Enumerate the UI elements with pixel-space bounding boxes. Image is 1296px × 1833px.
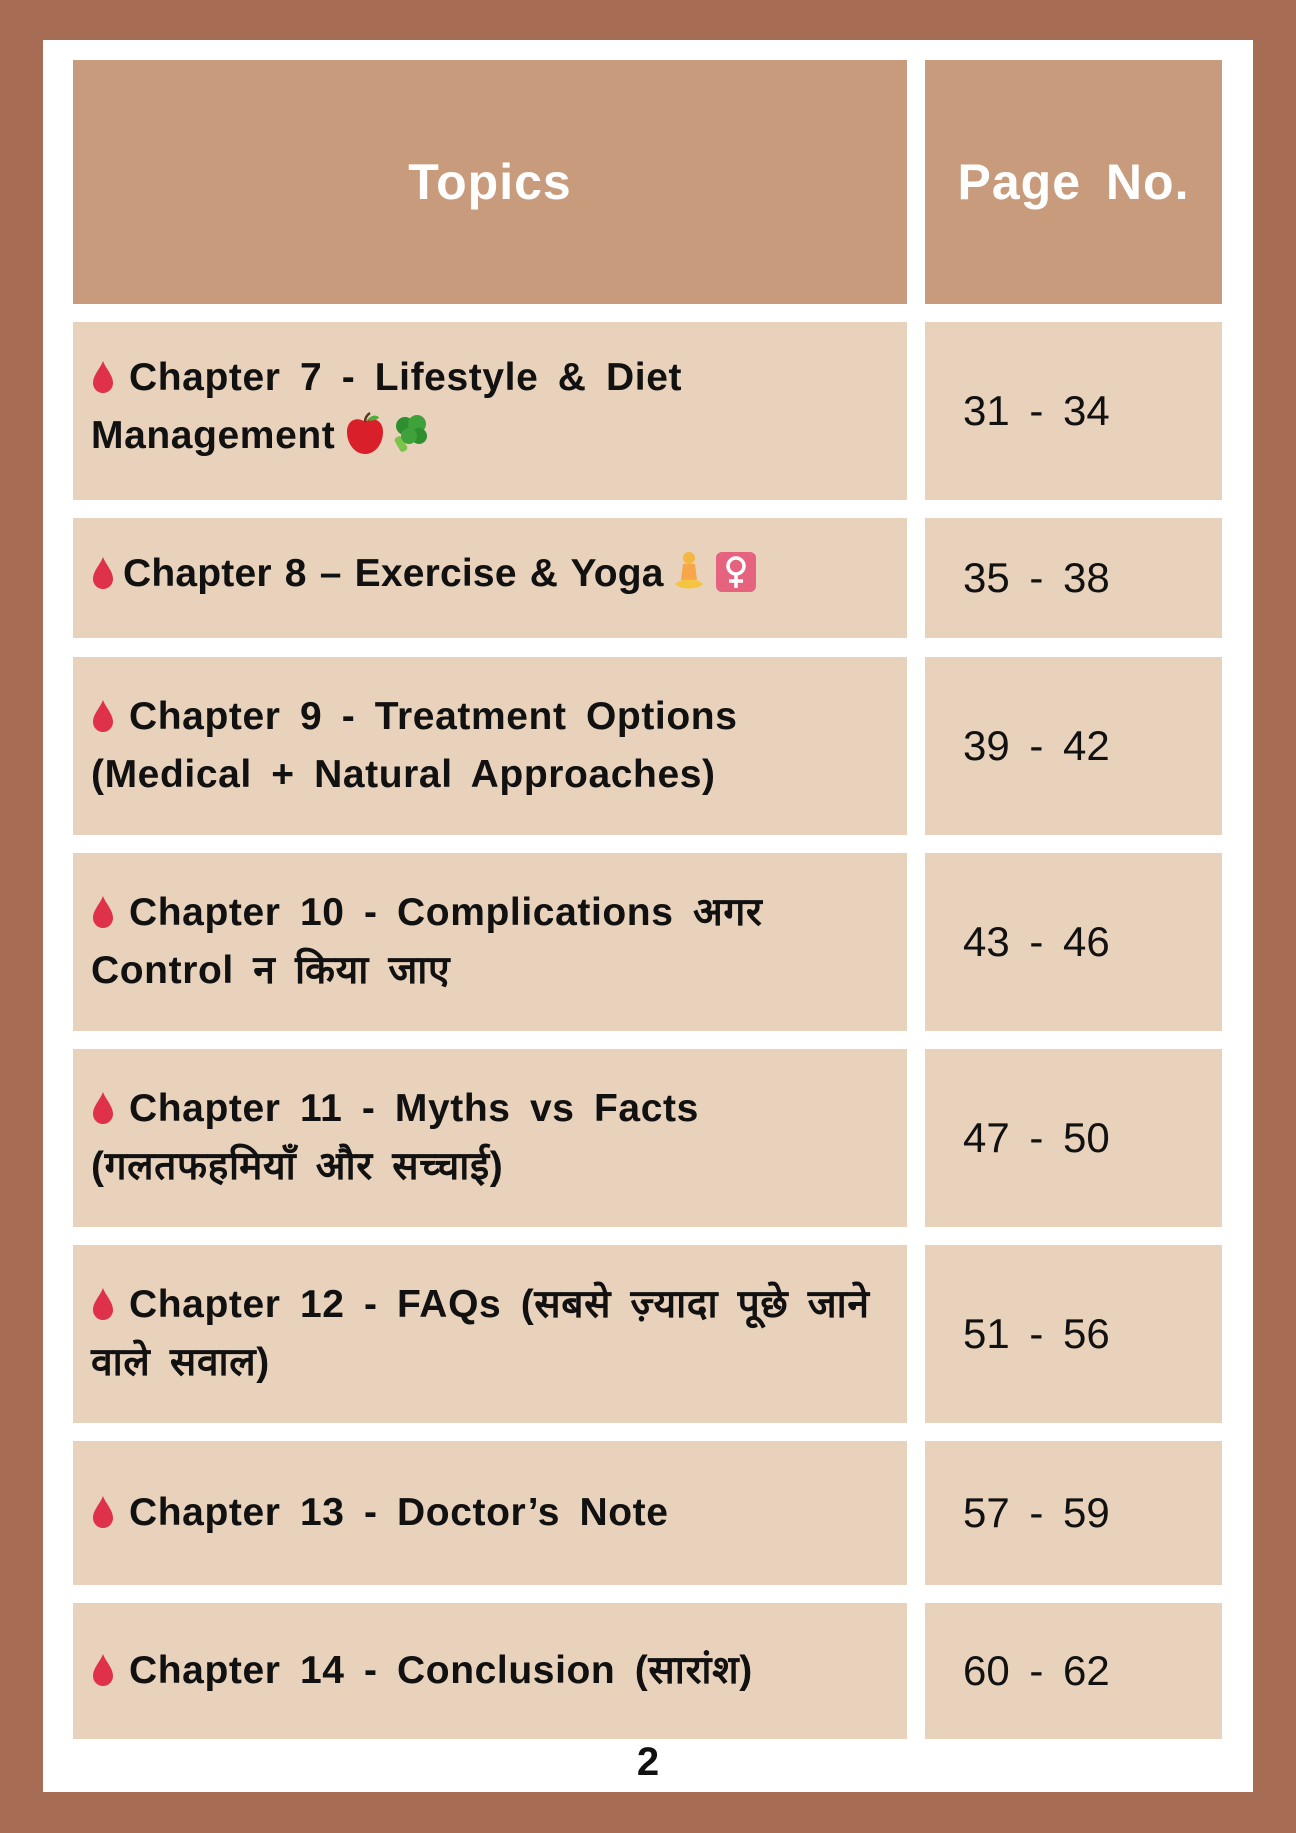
table-row-topic: [73, 322, 907, 500]
blood-drop-icon: [91, 1287, 115, 1321]
topic-cell: [91, 884, 887, 1000]
header-page-no: [925, 60, 1222, 304]
topic-cell: [91, 1276, 887, 1392]
header-page-no-label: Page No.: [957, 154, 1190, 210]
topic-label: Chapter 9 - Treatment Options (Medical + Natural Approaches): [91, 695, 738, 796]
page-range: 57 - 59: [963, 1489, 1110, 1536]
page-range: 35 - 38: [963, 554, 1110, 601]
table-row-pages: [925, 322, 1222, 500]
topic-label: Chapter 7 - Lifestyle & Diet Management: [91, 356, 683, 457]
topic-cell: [91, 545, 760, 611]
blood-drop-icon: [91, 699, 115, 733]
table-row-topic: [73, 1245, 907, 1423]
yoga-person-female-icon: [674, 550, 760, 611]
table-row-topic: [73, 853, 907, 1031]
page-range: 31 - 34: [963, 387, 1110, 434]
topic-cell: [91, 688, 887, 804]
header-topics-label: Topics: [408, 154, 572, 210]
blood-drop-icon: [91, 360, 115, 394]
topic-cell: [91, 1484, 669, 1542]
header-topics: [73, 60, 907, 304]
blood-drop-icon: [91, 556, 115, 590]
table-of-contents-page: [43, 40, 1253, 1792]
topic-label: Chapter 11 - Myths vs Facts (गलतफहमियाँ और सच्चाई): [91, 1087, 699, 1188]
table-row-pages: [925, 1603, 1222, 1739]
topic-label: Chapter 13 - Doctor’s Note: [129, 1491, 669, 1534]
table-row-pages: [925, 518, 1222, 638]
table-row-pages: [925, 1245, 1222, 1423]
table-row-topic: [73, 657, 907, 835]
table-row-pages: [925, 657, 1222, 835]
blood-drop-icon: [91, 1091, 115, 1125]
table-row-topic: [73, 1441, 907, 1585]
page-number: 2: [636, 1740, 660, 1784]
page-range: 60 - 62: [963, 1647, 1110, 1694]
topic-cell: [91, 349, 887, 473]
topic-label: Chapter 14 - Conclusion (सारांश): [129, 1649, 753, 1692]
table-row-topic: [73, 1603, 907, 1739]
table-row-topic: [73, 518, 907, 638]
page-range: 47 - 50: [963, 1114, 1110, 1161]
table-row-pages: [925, 1049, 1222, 1227]
topic-label: Chapter 10 - Complications अगर Control न किया जाए: [91, 891, 763, 992]
table-row-pages: [925, 853, 1222, 1031]
page-range: 51 - 56: [963, 1310, 1110, 1357]
table-row-topic: [73, 1049, 907, 1227]
blood-drop-icon: [91, 1495, 115, 1529]
topic-cell: [91, 1642, 753, 1700]
blood-drop-icon: [91, 895, 115, 929]
blood-drop-icon: [91, 1653, 115, 1687]
page-range: 43 - 46: [963, 918, 1110, 965]
apple-broccoli-icon: [345, 412, 431, 473]
topic-label: Chapter 8 – Exercise & Yoga: [123, 552, 664, 595]
page-range: 39 - 42: [963, 722, 1110, 769]
topic-label: Chapter 12 - FAQs (सबसे ज़्यादा पूछे जाने वाले सवाल): [91, 1283, 870, 1384]
topic-cell: [91, 1080, 887, 1196]
table-row-pages: [925, 1441, 1222, 1585]
